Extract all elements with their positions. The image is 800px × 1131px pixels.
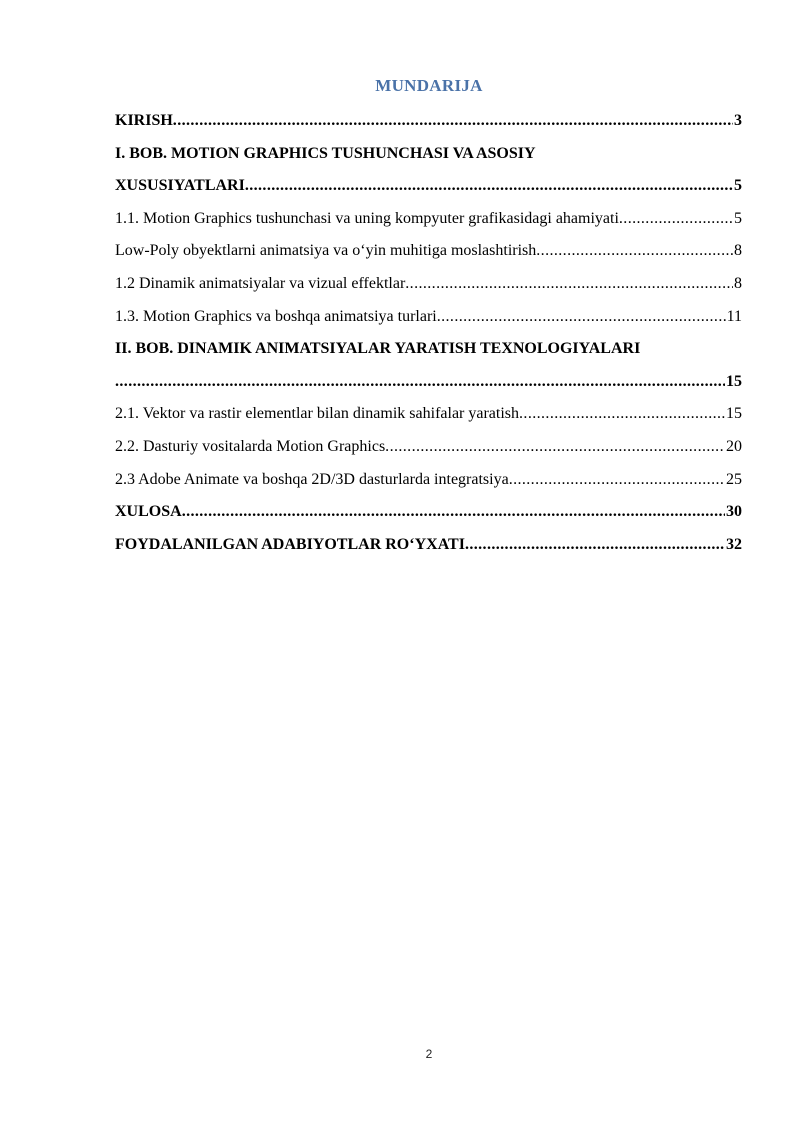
- toc-entry-page: 15: [726, 405, 742, 423]
- toc-entry-page: 20: [726, 437, 742, 455]
- toc-dot-leader: [509, 464, 725, 497]
- toc-dot-leader: [405, 268, 733, 301]
- toc-entry-title: I. BOB. MOTION GRAPHICS TUSHUNCHASI VA ASOSIY: [115, 144, 536, 162]
- toc-entry[interactable]: [115, 464, 742, 497]
- toc-dot-leader: [437, 301, 726, 334]
- toc-entry-title: 2.2. Dasturiy vositalarda Motion Graphics: [115, 437, 386, 455]
- toc-entry-page: 25: [726, 470, 742, 488]
- page-number: 2: [425, 1047, 433, 1061]
- toc-entry[interactable]: [115, 431, 742, 464]
- toc-entry-title: XULOSA: [115, 503, 182, 521]
- toc-entry-page: 3: [734, 112, 742, 129]
- toc-dot-leader: [245, 170, 733, 203]
- toc-entry-title: 2.3 Adobe Animate va boshqa 2D/3D dasturlarda integratsiya: [115, 470, 509, 488]
- toc-dot-leader: [619, 203, 733, 236]
- toc-entry[interactable]: [115, 203, 742, 236]
- toc-dot-leader: [115, 366, 725, 399]
- toc-entry[interactable]: [115, 170, 742, 203]
- toc-dot-leader: [182, 496, 725, 529]
- toc-dot-leader: [173, 105, 733, 138]
- toc-entry[interactable]: [115, 235, 742, 268]
- toc-entry-title: 1.3. Motion Graphics va boshqa animatsiya turlari: [115, 307, 437, 325]
- toc-title: MUNDARIJA: [375, 76, 483, 95]
- toc-entry[interactable]: [115, 529, 742, 562]
- toc-entry[interactable]: [115, 301, 742, 334]
- toc-entry-title: 1.1. Motion Graphics tushunchasi va uning kompyuter grafikasidagi ahamiyati: [115, 209, 619, 227]
- toc-entry-title: II. BOB. DINAMIK ANIMATSIYALAR YARATISH TEXNOLOGIYALARI: [115, 340, 641, 358]
- toc-entry-page: 32: [726, 535, 742, 553]
- toc-dot-leader: [465, 529, 725, 562]
- toc-entry-page: 11: [726, 307, 742, 325]
- toc-entry-title: 2.1. Vektor va rastir elementlar bilan dinamik sahifalar yaratish: [115, 405, 520, 423]
- toc-entry-title: KIRISH: [115, 112, 173, 129]
- toc-entry-title: 1.2 Dinamik animatsiyalar va vizual effektlar: [115, 274, 406, 292]
- toc-entry-title: XUSUSIYATLARI: [115, 177, 245, 195]
- table-of-contents: [115, 105, 742, 561]
- toc-entry-page: 5: [734, 177, 742, 195]
- toc-entry-page: 5: [734, 209, 742, 227]
- toc-entry[interactable]: [115, 268, 742, 301]
- toc-entry-page: 15: [726, 372, 742, 390]
- toc-entry[interactable]: [115, 366, 742, 399]
- toc-entry[interactable]: [115, 496, 742, 529]
- toc-entry-page: 8: [734, 274, 742, 292]
- toc-entry-title: Low-Poly obyektlarni animatsiya va o‘yin muhitiga moslashtirish: [115, 242, 537, 260]
- toc-entry[interactable]: [115, 333, 742, 366]
- toc-entry-page: 8: [734, 242, 742, 260]
- toc-dot-leader: [519, 398, 725, 431]
- toc-entry[interactable]: [115, 105, 742, 138]
- toc-dot-leader: [385, 431, 725, 464]
- toc-entry[interactable]: [115, 138, 742, 171]
- toc-entry-page: 30: [726, 503, 742, 521]
- toc-entry-title: FOYDALANILGAN ADABIYOTLAR RO‘YXATI: [115, 535, 465, 553]
- toc-dot-leader: [536, 235, 733, 268]
- toc-entry[interactable]: [115, 398, 742, 431]
